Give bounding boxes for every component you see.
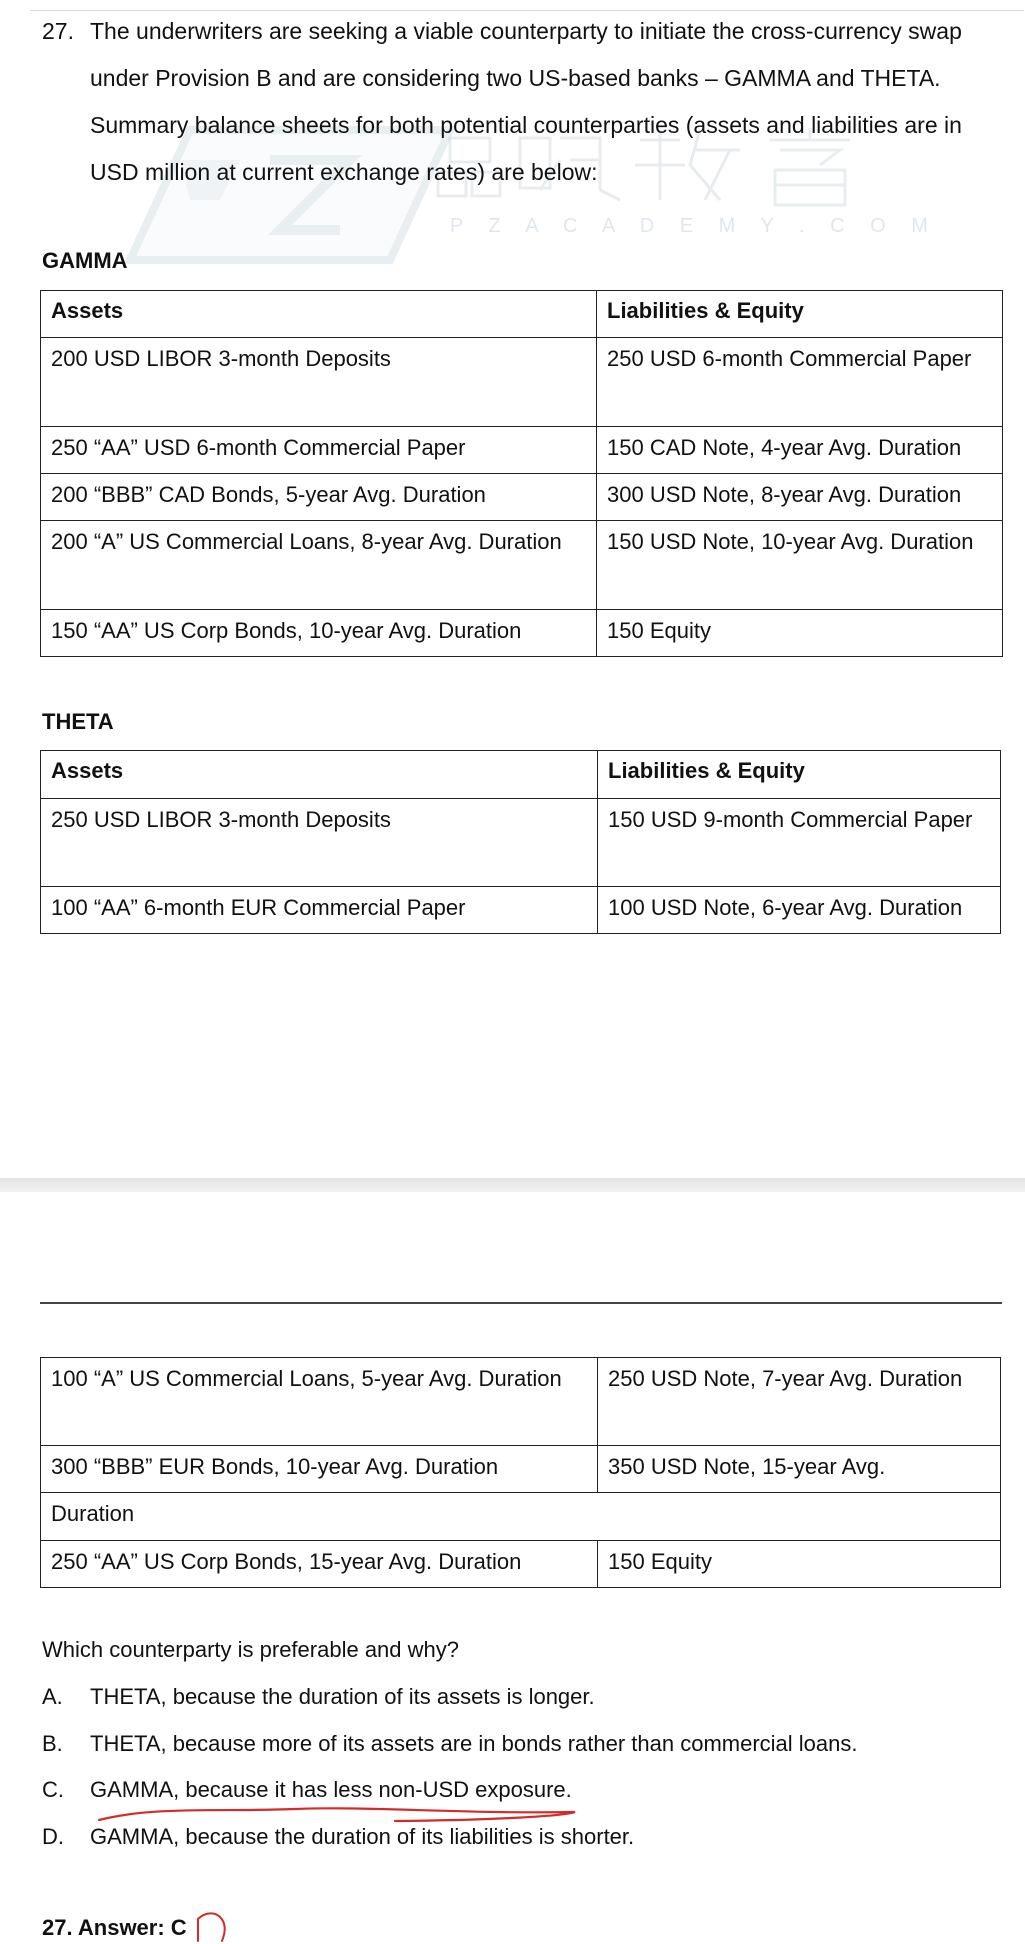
table-row [41,521,1003,610]
question-stem [42,8,992,196]
red-underline-annotation [95,1800,585,1830]
liability-cell: 150 Equity [597,610,1003,657]
asset-cell: 200 “BBB” CAD Bonds, 5-year Avg. Duration [41,474,597,521]
table-row [41,474,1003,521]
option-a [42,1684,595,1710]
asset-cell: 200 “A” US Commercial Loans, 8-year Avg. Duration [41,521,597,610]
liability-cell: 150 USD 9-month Commercial Paper [598,799,1001,887]
asset-cell: 250 USD LIBOR 3-month Deposits [41,799,598,887]
liability-cell: 150 USD Note, 10-year Avg. Duration [597,521,1003,610]
liability-cell: 150 Equity [598,1541,1001,1588]
asset-cell: 100 “AA” 6-month EUR Commercial Paper [41,887,598,934]
option-text: THETA, because the duration of its assets is longer. [90,1684,595,1709]
theta-header-row [41,751,1001,799]
table-row [41,799,1001,887]
asset-cell: 100 “A” US Commercial Loans, 5-year Avg. Duration [41,1358,598,1446]
option-letter: D. [42,1824,64,1849]
asset-cell-wrapped: Duration [41,1493,1001,1541]
table-row [41,1541,1001,1588]
gamma-assets-header: Assets [41,291,597,338]
table-row [41,1493,1001,1541]
watermark-url: P Z A C A D E M Y . C O M [450,215,938,237]
liability-cell: 150 CAD Note, 4-year Avg. Duration [597,427,1003,474]
option-b [42,1731,858,1757]
theta-assets-header: Assets [41,751,598,799]
asset-cell: 150 “AA” US Corp Bonds, 10-year Avg. Duration [41,610,597,657]
liability-cell: 350 USD Note, 15-year Avg. [598,1446,1001,1493]
question-number: 27. [42,18,74,44]
table-row [41,427,1003,474]
answer-text: 27. Answer: C [42,1915,187,1940]
table-row [41,1446,1001,1493]
asset-cell: 250 “AA” USD 6-month Commercial Paper [41,427,597,474]
liability-cell: 250 USD 6-month Commercial Paper [597,338,1003,427]
theta-liabilities-header: Liabilities & Equity [598,751,1001,799]
option-letter: C. [42,1777,64,1802]
asset-cell: 300 “BBB” EUR Bonds, 10-year Avg. Duration [41,1446,598,1493]
liability-cell: 250 USD Note, 7-year Avg. Duration [598,1358,1001,1446]
page-divider [40,1302,1002,1304]
liability-cell: 300 USD Note, 8-year Avg. Duration [597,474,1003,521]
red-annotation-mark [192,1909,232,1944]
asset-cell: 200 USD LIBOR 3-month Deposits [41,338,597,427]
option-text: THETA, because more of its assets are in bonds rather than commercial loans. [90,1731,858,1756]
theta-balance-sheet [40,750,1001,934]
asset-cell: 250 “AA” US Corp Bonds, 15-year Avg. Duration [41,1541,598,1588]
gamma-header-row [41,291,1003,338]
table-row [41,610,1003,657]
question-line-1: The underwriters are seeking a viable counterparty to initiate the cross-currency swap [90,18,962,44]
question-line-3: Summary balance sheets for both potential counterparties (assets and liabilities are in [90,112,962,138]
option-text: GAMMA, because it has less non-USD exposure. [90,1777,572,1802]
page-break [0,1178,1025,1192]
table-row [41,887,1001,934]
option-letter: B. [42,1731,63,1756]
question-line-4: USD million at current exchange rates) are below: [90,159,598,185]
question-prompt: Which counterparty is preferable and why? [42,1637,459,1662]
question-line-2: under Provision B and are considering two US-based banks – GAMMA and THETA. [90,65,941,91]
table-row [41,338,1003,427]
liability-cell: 100 USD Note, 6-year Avg. Duration [598,887,1001,934]
table-row [41,1358,1001,1446]
theta-balance-sheet-continued [40,1357,1001,1588]
gamma-label: GAMMA [42,248,128,273]
gamma-liabilities-header: Liabilities & Equity [597,291,1003,338]
gamma-balance-sheet [40,290,1003,657]
option-text: GAMMA, because the duration of its liabilities is shorter. [90,1824,635,1849]
theta-label: THETA [42,709,114,734]
option-letter: A. [42,1684,63,1709]
